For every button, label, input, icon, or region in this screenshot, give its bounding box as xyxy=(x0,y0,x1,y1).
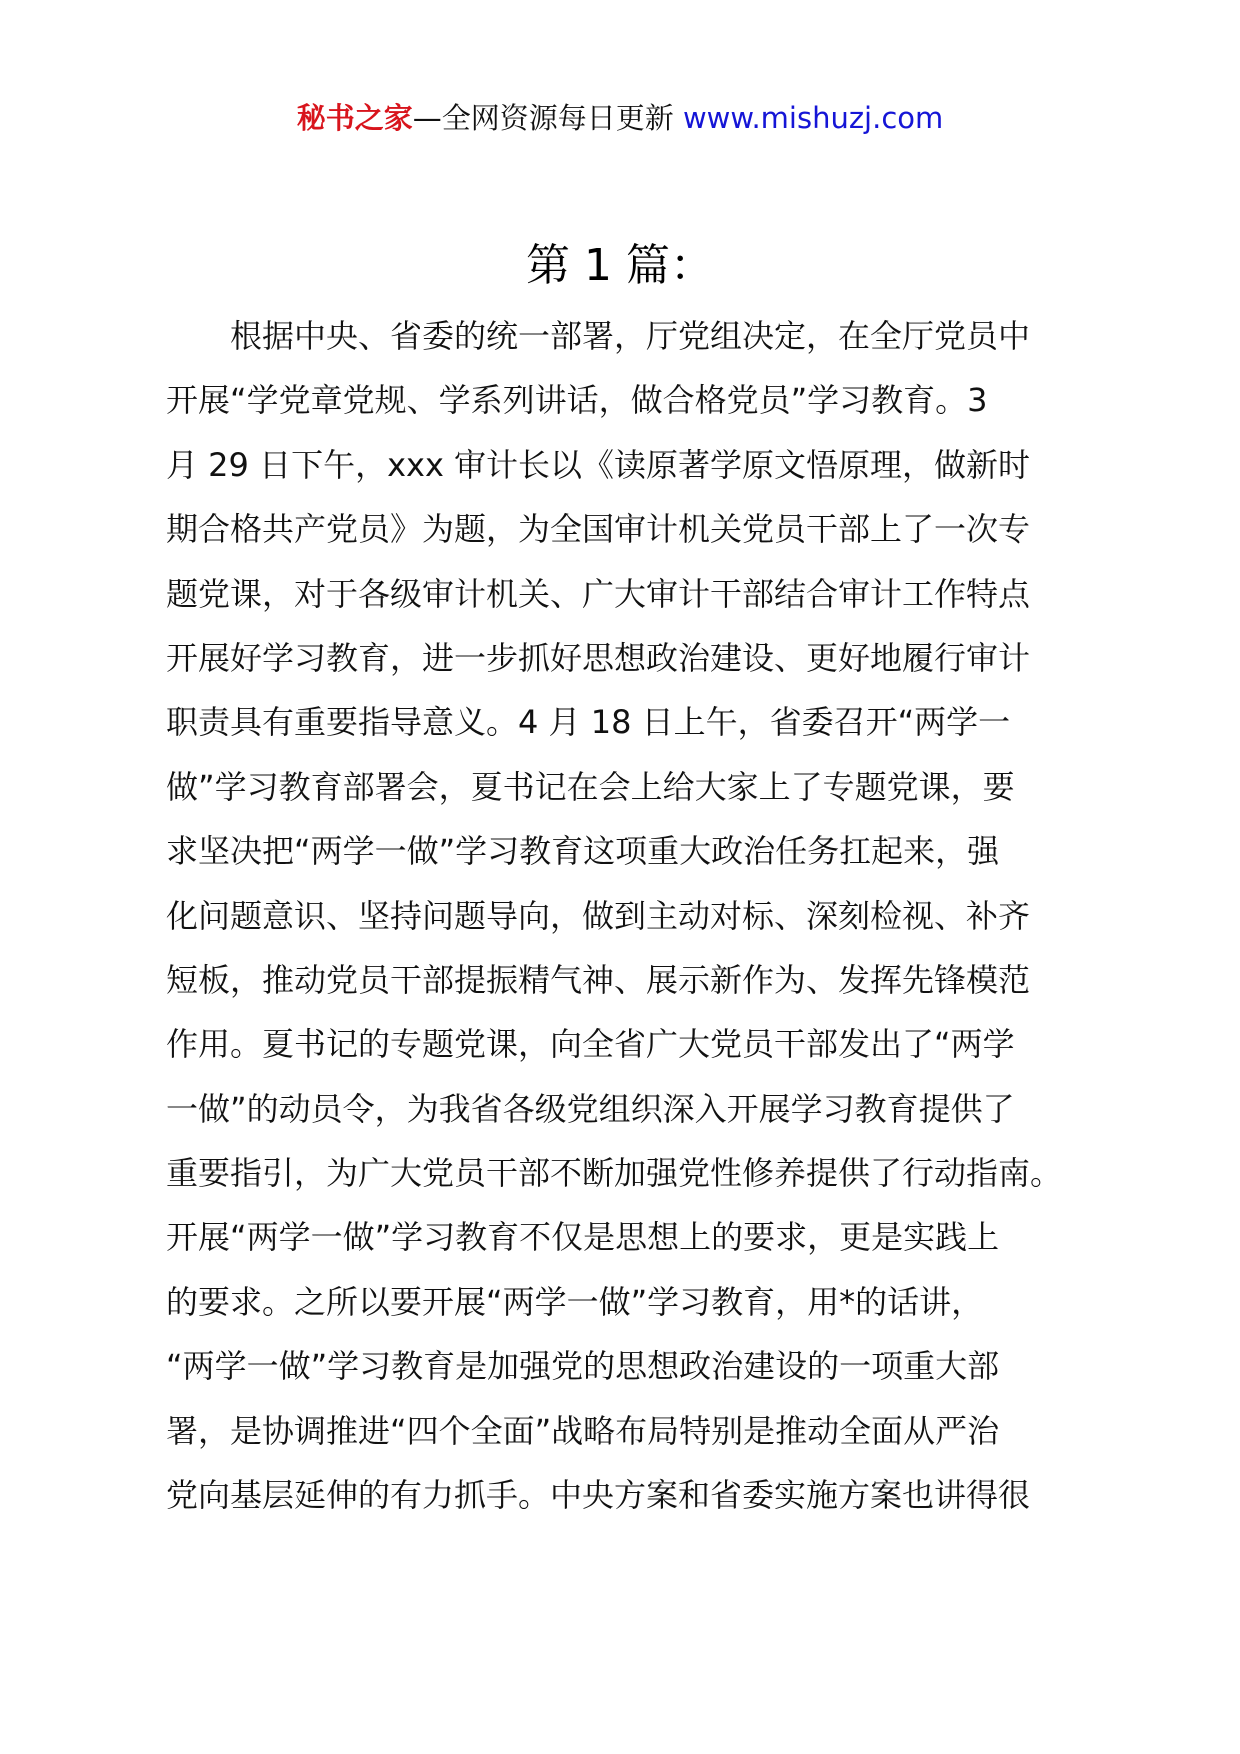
paragraph-line: 求坚决把“两学一做”学习教育这项重大政治任务扛起来，强 xyxy=(166,832,1000,871)
paragraph-line: 月 29 日下午，xxx 审计长以《读原著学原文悟原理，做新时 xyxy=(166,445,1031,484)
website-link[interactable]: www.mishuzj.com xyxy=(682,101,944,135)
paragraph-line: 题党课，对于各级审计机关、广大审计干部结合审计工作特点 xyxy=(166,574,1031,613)
header-slogan: —全网资源每日更新 xyxy=(412,101,683,135)
document-body xyxy=(166,304,1086,1527)
paragraph-line: 的要求。之所以要开展“两学一做”学习教育，用*的话讲， xyxy=(166,1282,984,1321)
paragraph-line: 短板，推动党员干部提振精气神、展示新作为、发挥先锋模范 xyxy=(166,960,1031,999)
paragraph-line: 化问题意识、坚持问题导向，做到主动对标、深刻检视、补齐 xyxy=(166,896,1031,935)
paragraph-line: 期合格共产党员》为题，为全国审计机关党员干部上了一次专 xyxy=(166,510,1031,549)
paragraph-line: 开展好学习教育，进一步抓好思想政治建设、更好地履行审计 xyxy=(166,638,1031,677)
paragraph-line: 开展“学党章党规、学系列讲话，做合格党员”学习教育。3 xyxy=(166,381,988,420)
paragraph-line: 根据中央、省委的统一部署，厅党组决定，在全厅党员中 xyxy=(230,317,1031,355)
paragraph-line: 作用。夏书记的专题党课，向全省广大党员干部发出了“两学 xyxy=(166,1025,1015,1064)
page-header xyxy=(0,98,1240,138)
paragraph-line: 职责具有重要指导意义。4 月 18 日上午，省委召开“两学一 xyxy=(166,703,1011,742)
brand-name: 秘书之家 xyxy=(296,101,413,135)
paragraph-line: 开展“两学一做”学习教育不仅是思想上的要求，更是实践上 xyxy=(166,1218,1000,1257)
paragraph-line: 做”学习教育部署会，夏书记在会上给大家上了专题党课，要 xyxy=(166,767,1015,806)
paragraph-line: “两学一做”学习教育是加强党的思想政治建设的一项重大部 xyxy=(166,1347,1000,1386)
paragraph-line: 署，是协调推进“四个全面”战略布局特别是推动全面从严治 xyxy=(166,1411,1000,1450)
paragraph-line: 一做”的动员令，为我省各级党组织深入开展学习教育提供了 xyxy=(166,1089,1015,1128)
paragraph-line: 党向基层延伸的有力抓手。中央方案和省委实施方案也讲得很 xyxy=(166,1476,1031,1515)
paragraph-line: 重要指引，为广大党员干部不断加强党性修养提供了行动指南。 xyxy=(166,1154,1063,1193)
page-title: 第 1 篇： xyxy=(526,240,714,291)
